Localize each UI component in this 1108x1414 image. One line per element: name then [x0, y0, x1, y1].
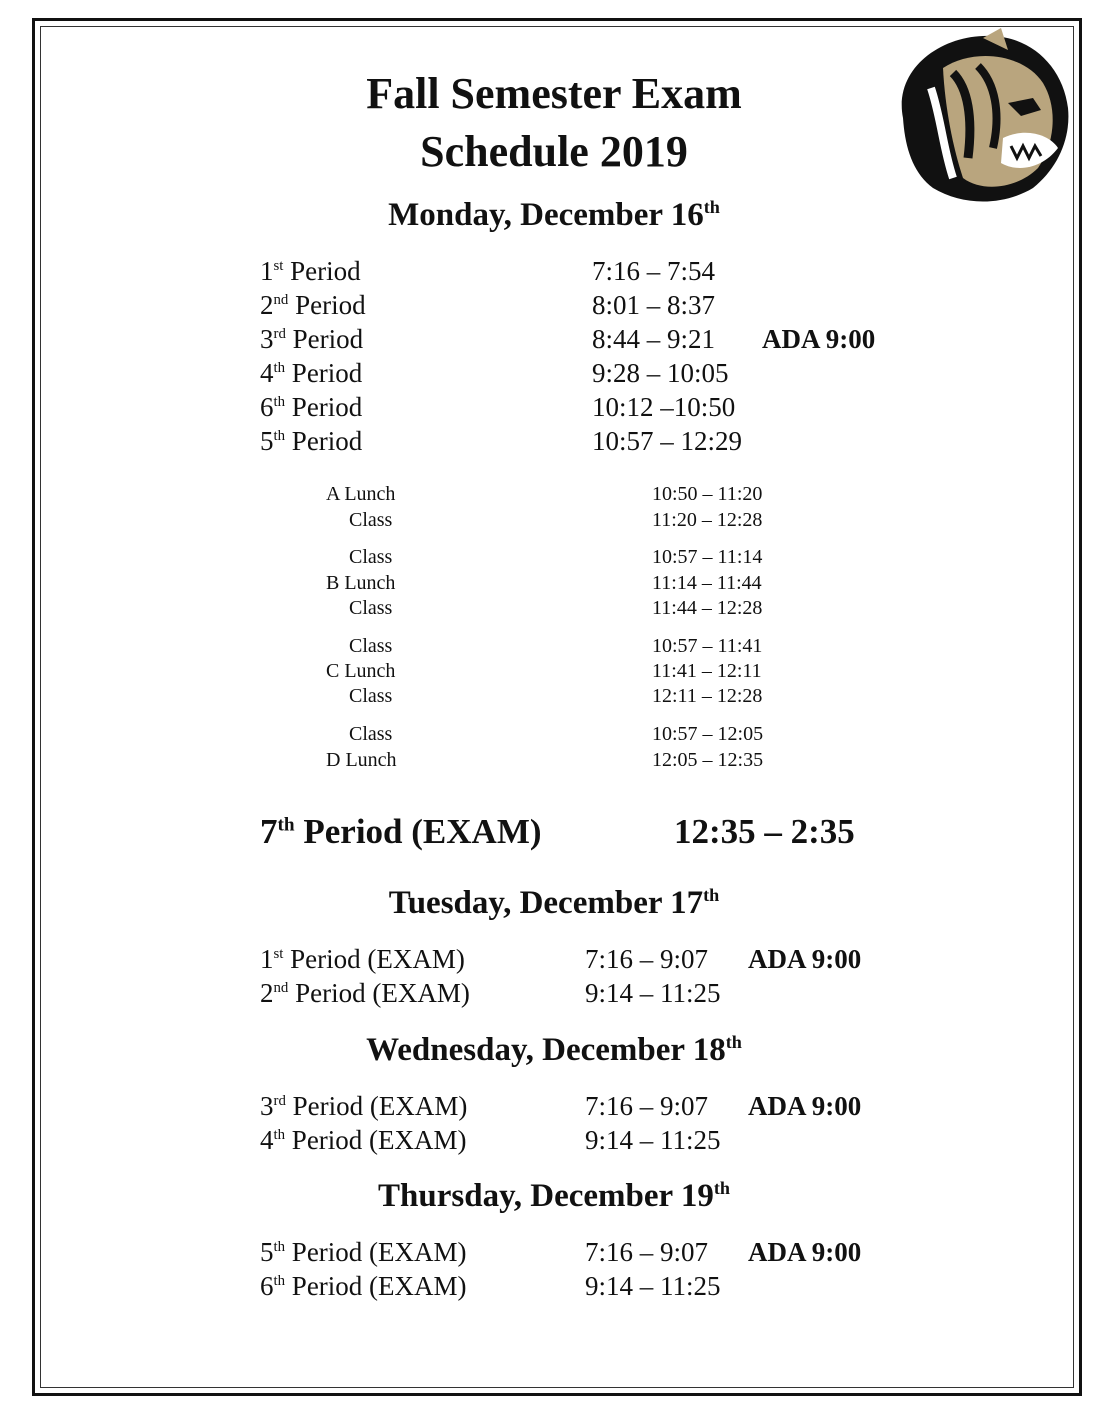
period-time: 9:14 – 11:25 — [585, 1125, 721, 1155]
ada-note: ADA 9:00 — [748, 944, 862, 974]
day-heading-thursday: Thursday, December 19th — [378, 1178, 730, 1214]
period-name: Period — [285, 358, 363, 388]
period-label — [260, 426, 362, 457]
period-time: 8:44 – 9:21 — [592, 324, 716, 354]
lunch-time: 11:41 – 12:11 — [652, 660, 762, 682]
period-number: 2 — [260, 978, 274, 1008]
period-number: 3 — [260, 1091, 274, 1121]
period-ordinal-suffix: rd — [273, 326, 286, 342]
period-name: Period (EXAM) — [283, 944, 465, 974]
period-ordinal-suffix: rd — [273, 1093, 286, 1109]
ada-note: ADA 9:00 — [762, 324, 876, 354]
period-number: 6 — [260, 1271, 274, 1301]
period-name: Period (EXAM) — [285, 1237, 467, 1267]
lunch-label: C Lunch — [326, 660, 396, 682]
period-ordinal-suffix: th — [273, 1239, 286, 1255]
period-time: 7:16 – 9:07 — [585, 1237, 709, 1267]
period-label — [260, 358, 362, 389]
period-label — [260, 290, 366, 321]
period-label — [260, 324, 363, 355]
period-time: 10:12 –10:50 — [592, 392, 736, 422]
period-ordinal-suffix: st — [273, 946, 284, 962]
lunch-time: 10:57 – 11:41 — [652, 635, 763, 657]
class-label: Class — [349, 635, 393, 657]
period-label — [260, 392, 362, 423]
period-ordinal-suffix: nd — [273, 292, 289, 308]
period-number: 5 — [260, 1237, 274, 1267]
period-label — [260, 1091, 467, 1122]
period-time: 9:28 – 10:05 — [592, 358, 729, 388]
period-time: 8:01 – 8:37 — [592, 290, 716, 320]
period-ordinal-suffix: st — [273, 258, 284, 274]
period-number: 1 — [260, 944, 274, 974]
period-label — [260, 944, 465, 975]
period-name: Period — [285, 392, 363, 422]
lunch-label: B Lunch — [326, 572, 396, 594]
lunch-time: 12:05 – 12:35 — [652, 749, 764, 771]
period-time: 7:16 – 7:54 — [592, 256, 716, 286]
period-ordinal-suffix: th — [273, 394, 286, 410]
page-title-line2: Schedule 2019 — [420, 127, 688, 176]
period-time: 10:57 – 12:29 — [592, 426, 743, 456]
period-number: 3 — [260, 324, 274, 354]
period-time: 7:16 – 9:07 — [585, 1091, 709, 1121]
period-label — [260, 1237, 467, 1268]
class-label: Class — [349, 546, 393, 568]
period-ordinal-suffix: th — [273, 360, 286, 376]
period-ordinal-suffix: th — [273, 1273, 286, 1289]
lunch-time: 10:57 – 11:14 — [652, 546, 763, 568]
day-heading-wednesday: Wednesday, December 18th — [366, 1032, 742, 1068]
ada-note: ADA 9:00 — [748, 1237, 862, 1267]
lunch-time: 11:44 – 12:28 — [652, 597, 763, 619]
seventh-period-time: 12:35 – 2:35 — [674, 812, 855, 851]
lunch-time: 11:20 – 12:28 — [652, 509, 763, 531]
day-heading-tuesday: Tuesday, December 17th — [388, 885, 720, 921]
period-ordinal-suffix: nd — [273, 980, 289, 996]
period-ordinal-suffix: th — [273, 1127, 286, 1143]
period-time: 7:16 – 9:07 — [585, 944, 709, 974]
page-title-line1: Fall Semester Exam — [366, 69, 742, 118]
period-label — [260, 1125, 467, 1156]
period-number: 2 — [260, 290, 274, 320]
period-name: Period — [285, 426, 363, 456]
period-label — [260, 256, 361, 287]
period-name: Period (EXAM) — [285, 1091, 468, 1121]
lunch-time: 10:50 – 11:20 — [652, 483, 763, 505]
lunch-time: 12:11 – 12:28 — [652, 685, 763, 707]
period-number: 6 — [260, 392, 274, 422]
period-number: 4 — [260, 1125, 274, 1155]
lunch-time: 10:57 – 12:05 — [652, 723, 764, 745]
seventh-period-label: 7th Period (EXAM) — [260, 812, 542, 851]
period-ordinal-suffix: th — [273, 428, 286, 444]
period-name: Period (EXAM) — [285, 1271, 467, 1301]
period-time: 9:14 – 11:25 — [585, 978, 721, 1008]
period-label — [260, 978, 470, 1009]
lunch-time: 11:14 – 11:44 — [652, 572, 762, 594]
period-time: 9:14 – 11:25 — [585, 1271, 721, 1301]
period-label — [260, 1271, 467, 1302]
period-name: Period — [288, 290, 366, 320]
lunch-label: A Lunch — [326, 483, 396, 505]
period-number: 1 — [260, 256, 274, 286]
period-name: Period (EXAM) — [285, 1125, 467, 1155]
lunch-label: D Lunch — [326, 749, 397, 771]
period-name: Period — [283, 256, 361, 286]
class-label: Class — [349, 685, 393, 707]
period-name: Period (EXAM) — [288, 978, 470, 1008]
period-number: 4 — [260, 358, 274, 388]
day-heading-monday: Monday, December 16th — [388, 197, 720, 233]
period-number: 5 — [260, 426, 274, 456]
class-label: Class — [349, 509, 393, 531]
period-name: Period — [285, 324, 364, 354]
ada-note: ADA 9:00 — [748, 1091, 862, 1121]
class-label: Class — [349, 723, 393, 745]
class-label: Class — [349, 597, 393, 619]
